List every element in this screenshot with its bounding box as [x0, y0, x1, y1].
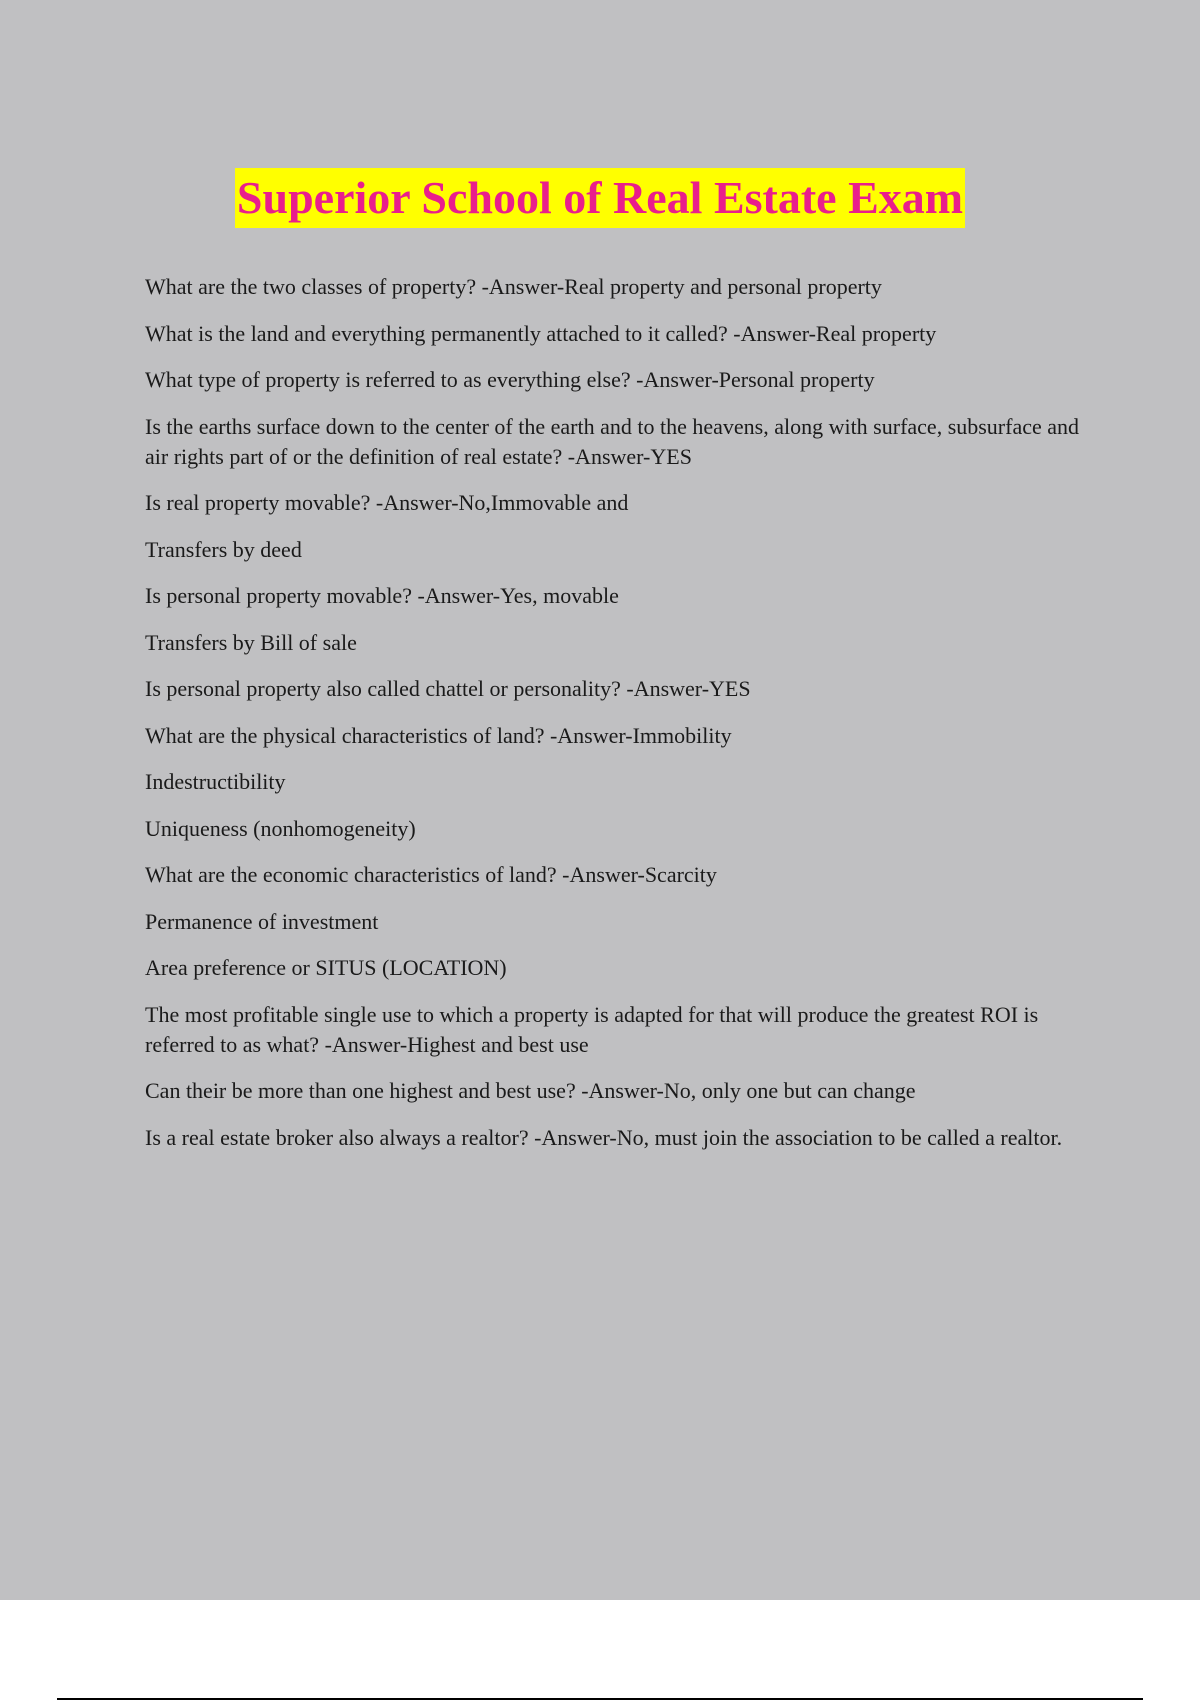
qa-item: What type of property is referred to as everything else? -Answer-Personal property	[145, 367, 875, 392]
qa-item: Is a real estate broker also always a realtor? -Answer-No, must join the association to be called a realtor.	[145, 1124, 1063, 1150]
qa-item: Indestructibility	[145, 769, 286, 794]
qa-item: Uniqueness (nonhomogeneity)	[145, 815, 416, 841]
qa-item: What are the economic characteristics of land? -Answer-Scarcity	[145, 862, 717, 887]
document-title: Superior School of Real Estate Exam	[235, 168, 965, 228]
qa-item: Can their be more than one highest and best use? -Answer-No, only one but can change	[145, 1078, 916, 1103]
qa-item: What are the physical characteristics of land? -Answer-Immobility	[145, 722, 732, 748]
qa-item: The most profitable single use to which a property is adapted for that will produce the greatest ROI is referred to as what? -Answer-Highest and best use	[145, 1001, 1039, 1057]
title-container	[0, 168, 1200, 228]
qa-item: Area preference or SITUS (LOCATION)	[145, 955, 507, 980]
qa-item: Transfers by Bill of sale	[145, 629, 357, 655]
qa-item: What are the two classes of property? -Answer-Real property and personal property	[145, 274, 882, 299]
qa-item: Transfers by deed	[145, 536, 302, 562]
qa-item: Permanence of investment	[145, 908, 379, 934]
qa-item: Is the earths surface down to the center of the earth and to the heavens, along with surface, subsurface and air rights part of or the definition of real estate? -Answer-YES	[145, 413, 1080, 469]
qa-item: Is personal property movable? -Answer-Yes, movable	[145, 583, 619, 608]
qa-list	[145, 272, 1085, 1169]
qa-item: Is real property movable? -Answer-No,Immovable and	[145, 490, 629, 515]
qa-item: Is personal property also called chattel or personality? -Answer-YES	[145, 676, 751, 701]
qa-item: What is the land and everything permanently attached to it called? -Answer-Real property	[145, 320, 937, 346]
